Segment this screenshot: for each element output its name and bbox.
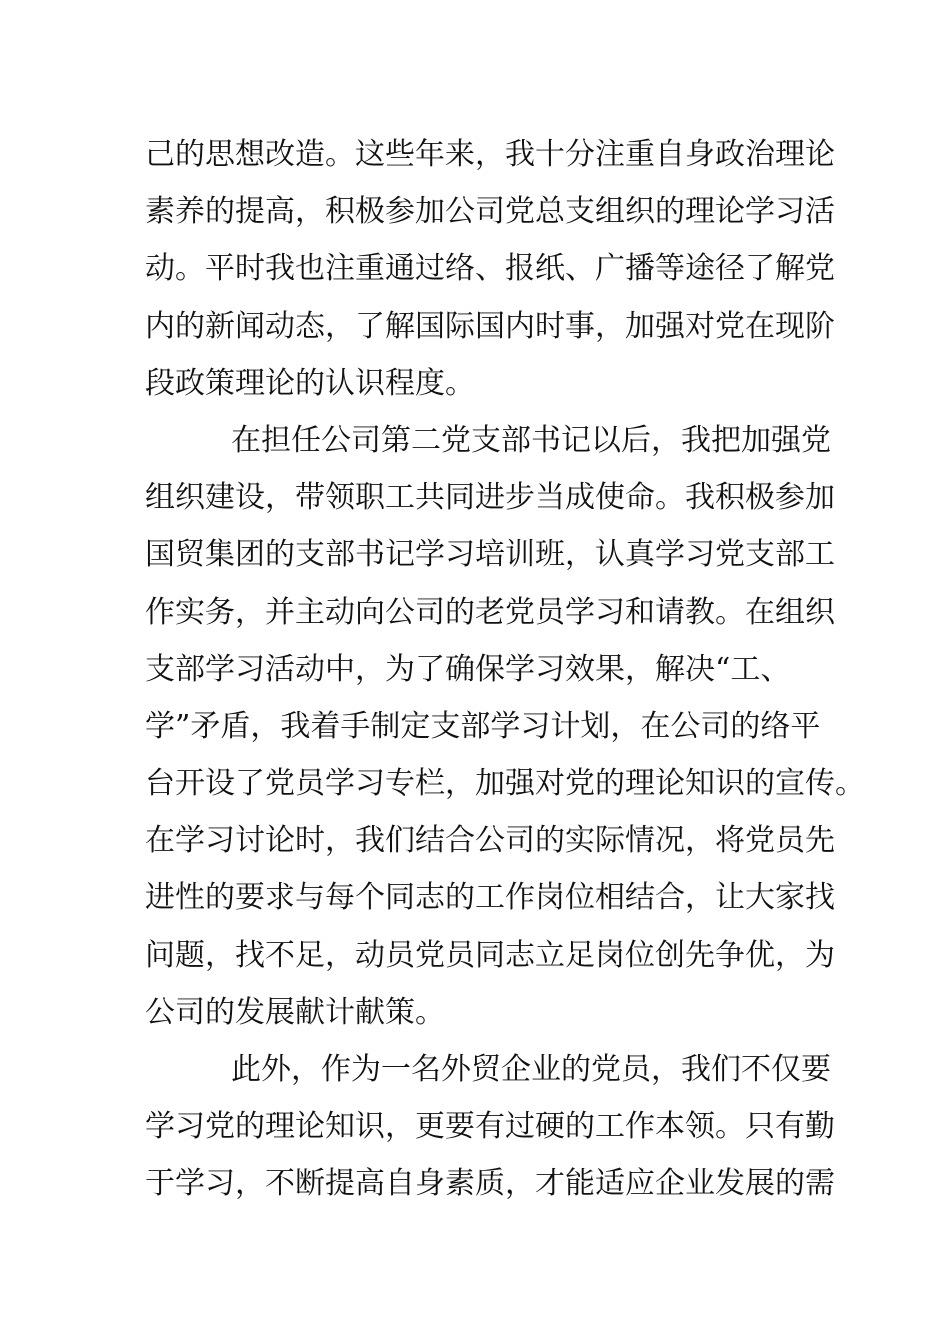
text-line: 此外，作为一名外贸企业的党员，我们不仅要 [231,1052,831,1087]
text-line: 支部学习活动中，为了确保学习效果，解决“工、 [145,651,791,687]
text-line: 内的新闻动态，了解国际国内时事，加强对党在现阶 [145,308,835,344]
text-line: 于学习，不断提高自身素质，才能适应企业发展的需 [145,1166,835,1202]
text-line: 在学习讨论时，我们结合公司的实际情况，将党员先 [145,823,835,859]
text-line: 作实务，并主动向公司的老党员学习和请教。在组织 [145,594,835,630]
text-line: 段政策理论的认识程度。 [145,365,475,401]
text-line: 在担任公司第二党支部书记以后，我把加强党 [231,422,831,458]
text-line: 组织建设，带领职工共同进步当成使命。我积极参加 [145,480,835,516]
text-line: 国贸集团的支部书记学习培训班，认真学习党支部工 [145,537,835,573]
text-line: 进性的要求与每个同志的工作岗位相结合，让大家找 [145,880,835,916]
text-line: 己的思想改造。这些年来，我十分注重自身政治理论 [145,137,835,172]
text-line: 台开设了党员学习专栏，加强对党的理论知识的宣传。 [145,766,865,802]
paragraph [145,1041,835,1213]
text-line: 素养的提高，积极参加公司党总支组织的理论学习活 [145,194,835,230]
text-line: 学习党的理论知识，更要有过硬的工作本领。只有勤 [145,1109,835,1145]
paragraph [145,126,835,412]
paragraph [145,412,865,1041]
text-line: 问题，找不足，动员党员同志立足岗位创先争优，为 [145,937,835,973]
text-line: 动。平时我也注重通过络、报纸、广播等途径了解党 [145,251,835,287]
text-line: 学”矛盾，我着手制定支部学习计划，在公司的络平 [145,708,821,744]
document-body [145,126,865,1213]
text-line: 公司的发展献计献策。 [145,994,445,1030]
